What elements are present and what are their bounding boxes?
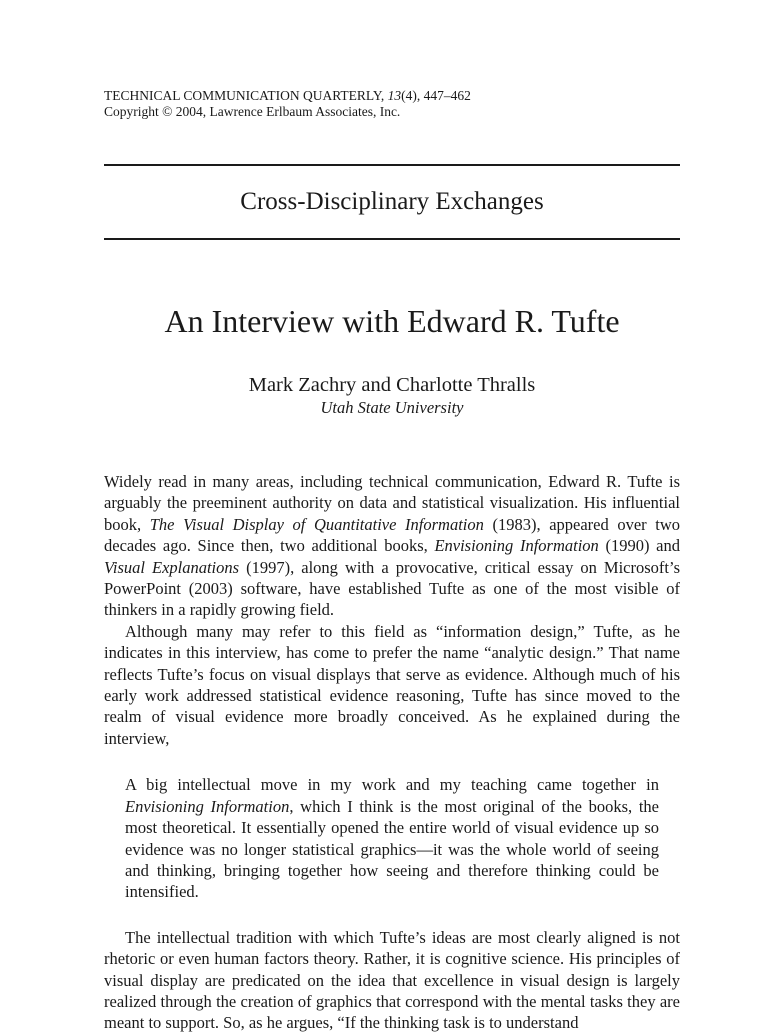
article-authors: Mark Zachry and Charlotte Thralls xyxy=(248,374,536,396)
journal-name: TECHNICAL COMMUNICATION QUARTERLY, xyxy=(104,88,385,103)
journal-issue-pages: (4), 447–462 xyxy=(401,88,471,103)
section-title: Cross-Disciplinary Exchanges xyxy=(240,188,544,215)
paragraph-1-text-a: Widely read in many areas, including technical communication, Edward R. Tufte is arguably the preeminent authority on data and statistical visualization. His influential book, xyxy=(104,472,680,534)
citation-line xyxy=(104,88,471,104)
quote-text-b: , which I think is the most original of the books, the most theoretical. It essentially opened the entire world of visual evidence up so evidence was no longer statistical graphics—it was the whole world of seeing and thinking, bringing together how seeing and therefore thinking could be intensified. xyxy=(125,796,659,902)
block-quote xyxy=(125,774,659,902)
paragraph-2: Although many may refer to this field as “information design,” Tufte, as he indicates in this interview, has come to prefer the name “analytic design.” That name reflects Tufte’s focus on visual displays that serve as evidence. Although much of his early work addressed statistical evidence reasoning, Tufte has since moved to the realm of visual evidence more broadly conceived. As he explained during the interview, xyxy=(104,621,680,748)
paragraph-1-text-b: (1983), appeared over two decades ago. Since then, two additional books, xyxy=(104,514,680,556)
section-rule-bottom xyxy=(104,238,680,240)
copyright-line: Copyright © 2004, Lawrence Erlbaum Associates, Inc. xyxy=(104,104,401,119)
paragraph-3: The intellectual tradition with which Tufte’s ideas are most clearly aligned is not rhetoric or even human factors theory. Rather, it is cognitive science. His principles of visual display are predicated on the idea that excellence in visual design is largely realized through the creation of graphics that correspond with the mental tasks they are meant to support. So, as he argues, “If the thinking task is to understand xyxy=(104,927,680,1033)
quote-text-a: A big intellectual move in my work and my teaching came together in xyxy=(125,775,659,795)
article-body xyxy=(104,471,680,1034)
quote-book-title: Envisioning Information xyxy=(125,796,290,816)
book-title-envisioning-information: Envisioning Information xyxy=(434,536,599,556)
section-rule-top xyxy=(104,164,680,166)
book-title-visual-display: The Visual Display of Quantitative Information xyxy=(149,514,484,534)
author-affiliation: Utah State University xyxy=(320,398,464,417)
paragraph-1-text-c: (1990) and xyxy=(598,536,680,556)
paragraph-1-text-d: (1997), along with a provocative, critical essay on Microsoft’s PowerPoint (2003) software, have established Tufte as one of the most visible of thinkers in a rapidly growing field. xyxy=(104,557,680,620)
journal-volume: 13 xyxy=(387,88,402,103)
book-title-visual-explanations: Visual Explanations xyxy=(104,557,240,577)
article-title: An Interview with Edward R. Tufte xyxy=(164,303,620,339)
paragraph-1 xyxy=(104,471,680,621)
journal-header xyxy=(104,88,471,120)
